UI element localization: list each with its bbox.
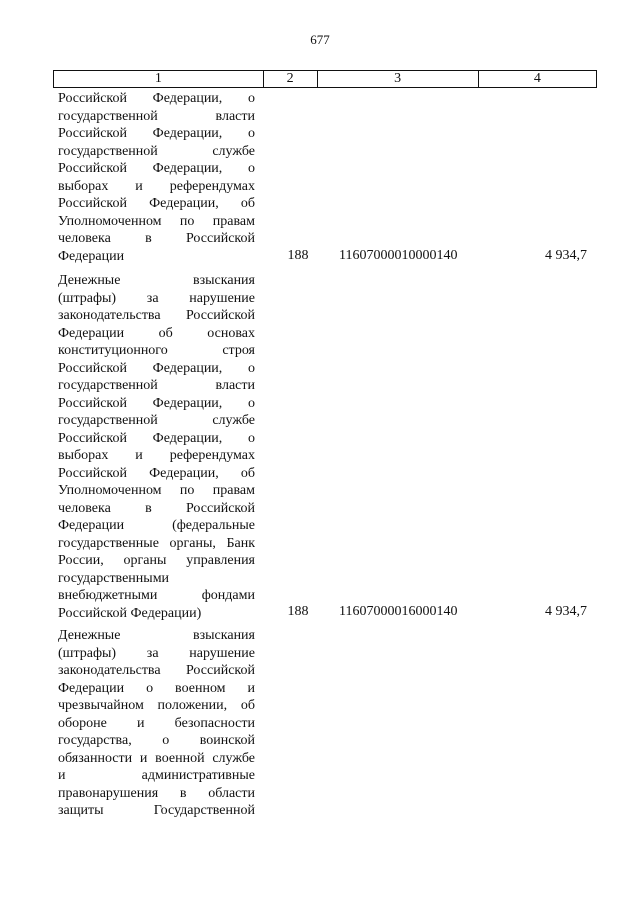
description-line: конституционного строя [58, 343, 255, 358]
description-line: России, органы управления [58, 553, 255, 568]
description-line: государственные органы, Банк [58, 535, 255, 551]
description-line: Федерации (федеральные [58, 518, 255, 533]
description-line: государственной власти [58, 108, 255, 124]
description-line: чрезвычайном положении, об [58, 698, 255, 713]
admin-code: 188 [287, 248, 309, 263]
description-line: внебюджетными фондами [58, 588, 255, 603]
description-line: Денежные взыскания [58, 628, 255, 643]
description-line: правонарушения в области [58, 785, 255, 801]
description-line: человека в Российской [58, 500, 255, 516]
description-line: Российской Федерации, о [58, 91, 255, 106]
description-line: выборах и референдумах [58, 178, 255, 194]
budget-classification-code: 11607000010000140 [339, 248, 458, 263]
description-line: государственными [58, 570, 170, 586]
description-line: Уполномоченном по правам [58, 213, 255, 229]
description-line: Российской Федерации, об [58, 196, 255, 211]
column-header-1: 1 [54, 71, 264, 88]
amount-value: 4 934,7 [545, 248, 587, 263]
column-header-3: 3 [317, 71, 478, 88]
description-line: государственной службе [58, 143, 255, 159]
description-line: Российской Федерации, о [58, 430, 255, 446]
column-header-4: 4 [478, 71, 596, 88]
description-line: Уполномоченном по правам [58, 483, 255, 498]
budget-classification-code: 11607000016000140 [339, 604, 458, 619]
description-line: Российской Федерации) [58, 605, 202, 621]
description-line: Российской Федерации, об [58, 465, 255, 481]
description-line: Российской Федерации, о [58, 161, 255, 176]
admin-code: 188 [287, 604, 309, 619]
description-line: Денежные взыскания [58, 273, 255, 288]
description-line: Российской Федерации, о [58, 395, 255, 411]
row-description [58, 272, 255, 622]
description-line: (штрафы) за нарушение [58, 645, 255, 661]
description-line: государственной власти [58, 378, 255, 393]
column-header-row [54, 71, 597, 88]
column-header-table [53, 70, 597, 88]
description-line: законодательства Российской [58, 308, 255, 323]
row-description [58, 90, 255, 265]
description-line: человека в Российской [58, 231, 255, 246]
description-line: обороне и безопасности [58, 715, 255, 731]
page-number: 677 [310, 32, 330, 47]
column-header-2: 2 [263, 71, 317, 88]
description-line: и административные [58, 768, 255, 783]
description-line: обязанности и военной службе [58, 750, 255, 766]
description-line: Российской Федерации, о [58, 126, 255, 141]
amount-value: 4 934,7 [545, 604, 587, 619]
description-line: (штрафы) за нарушение [58, 290, 255, 306]
row-description [58, 627, 255, 820]
description-line: законодательства Российской [58, 663, 255, 678]
description-line: защиты Государственной [58, 803, 255, 818]
description-line: государственной службе [58, 413, 255, 428]
description-line: государства, о воинской [58, 733, 255, 748]
description-line: Федерации [58, 248, 125, 264]
description-line: Российской Федерации, о [58, 360, 255, 376]
description-line: Федерации об основах [58, 325, 255, 341]
description-line: Федерации о военном и [58, 680, 255, 696]
description-line: выборах и референдумах [58, 448, 255, 463]
